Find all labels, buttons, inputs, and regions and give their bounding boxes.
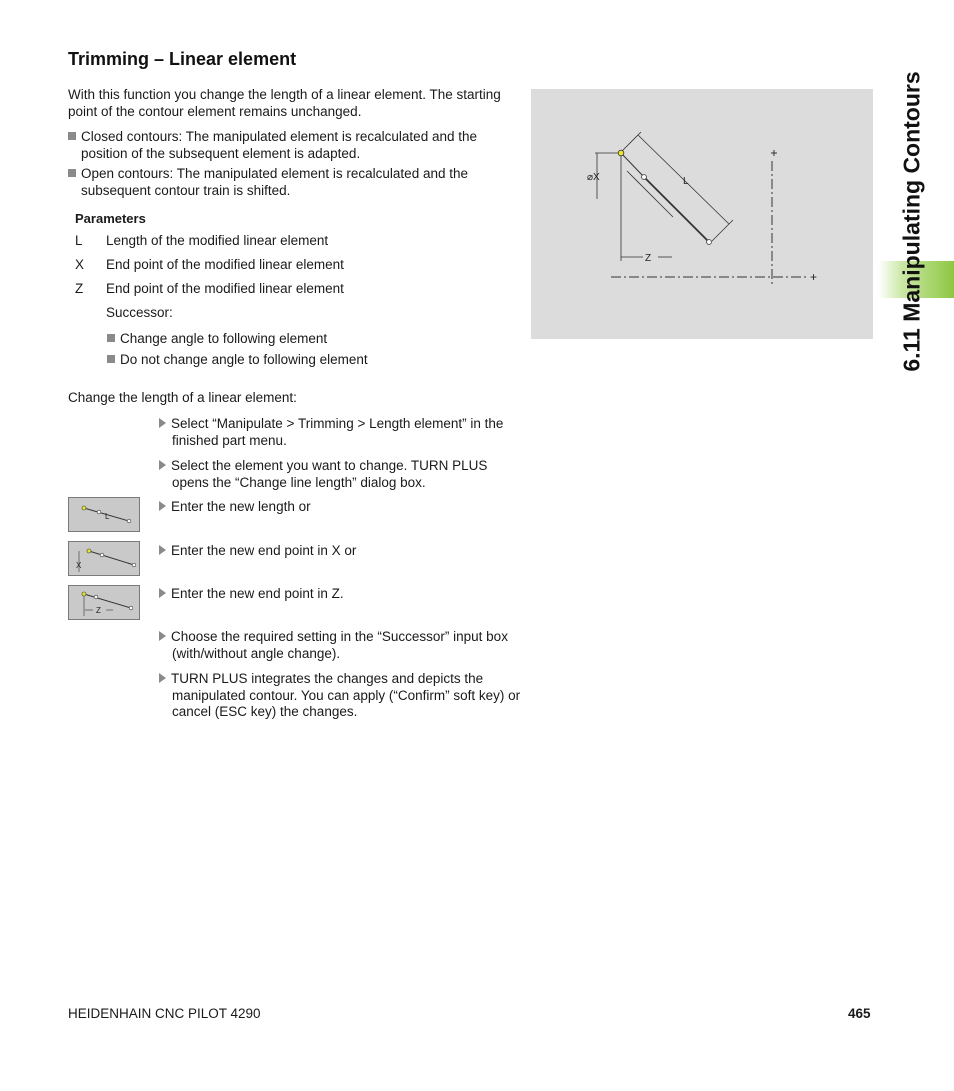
step-enter-z: Enter the new end point in Z. — [159, 586, 524, 603]
footer-manual-title: HEIDENHAIN CNC PILOT 4290 — [68, 1006, 261, 1021]
thumb-label-z: Z — [96, 606, 101, 615]
step-select-element: Select the element you want to change. TURN PLUS opens the “Change line length” dialog box. — [159, 458, 524, 491]
z-axis-plus-label: + — [810, 270, 818, 284]
param-desc-z: End point of the modified linear element — [106, 281, 344, 296]
arrow-bullet-icon — [159, 588, 166, 598]
soft-key-length-icon — [68, 497, 140, 532]
step-select-menu: Select “Manipulate > Trimming > Length element” in the finished part menu. — [159, 416, 524, 449]
soft-key-x-icon — [68, 541, 140, 576]
square-bullet-icon — [107, 334, 115, 342]
arrow-bullet-icon — [159, 501, 166, 511]
arrow-bullet-icon — [159, 545, 166, 555]
param-key-x: X — [75, 257, 85, 272]
soft-key-z-icon — [68, 585, 140, 620]
procedure-intro: Change the length of a linear element: — [68, 390, 297, 405]
param-desc-x: End point of the modified linear element — [106, 257, 344, 272]
arrow-bullet-icon — [159, 673, 166, 683]
arrow-bullet-icon — [159, 418, 166, 428]
step-apply: TURN PLUS integrates the changes and depicts the manipulated contour. You can apply (“Confirm” soft key) or cancel (ESC key) the changes. — [159, 671, 524, 721]
param-desc-l: Length of the modified linear element — [106, 233, 329, 248]
page-number: 465 — [848, 1006, 871, 1021]
parameters-heading: Parameters — [75, 211, 146, 226]
arrow-bullet-icon — [159, 460, 166, 470]
option-keep-angle: Do not change angle to following element — [107, 352, 368, 369]
thumb-label-l: L — [105, 512, 110, 521]
chapter-tab: 6.11 Manipulating Contours — [898, 71, 925, 372]
param-key-l: L — [75, 233, 83, 248]
bullet-open-contours: Open contours: The manipulated element is recalculated and the subsequent contour train is shifted. — [68, 166, 526, 199]
bullet-closed-contours: Closed contours: The manipulated element is recalculated and the position of the subsequent element is adapted. — [68, 129, 526, 162]
square-bullet-icon — [68, 132, 76, 140]
z-dimension-label: Z — [645, 253, 652, 264]
section-title: Trimming – Linear element — [68, 49, 297, 69]
square-bullet-icon — [107, 355, 115, 363]
x-dimension-label: ⌀X — [587, 172, 600, 183]
length-label: L — [683, 176, 689, 187]
param-key-z: Z — [75, 281, 84, 296]
trimming-diagram — [531, 89, 873, 339]
thumb-label-x: X — [76, 561, 82, 570]
step-enter-length: Enter the new length or — [159, 499, 524, 516]
param-successor: Successor: — [106, 305, 173, 320]
step-enter-x: Enter the new end point in X or — [159, 543, 524, 560]
square-bullet-icon — [68, 169, 76, 177]
arrow-bullet-icon — [159, 631, 166, 641]
step-successor: Choose the required setting in the “Successor” input box (with/without angle change). — [159, 629, 524, 662]
intro-text: With this function you change the length of a linear element. The starting point of the contour element remains unchanged. — [68, 87, 501, 119]
option-change-angle: Change angle to following element — [107, 331, 327, 348]
